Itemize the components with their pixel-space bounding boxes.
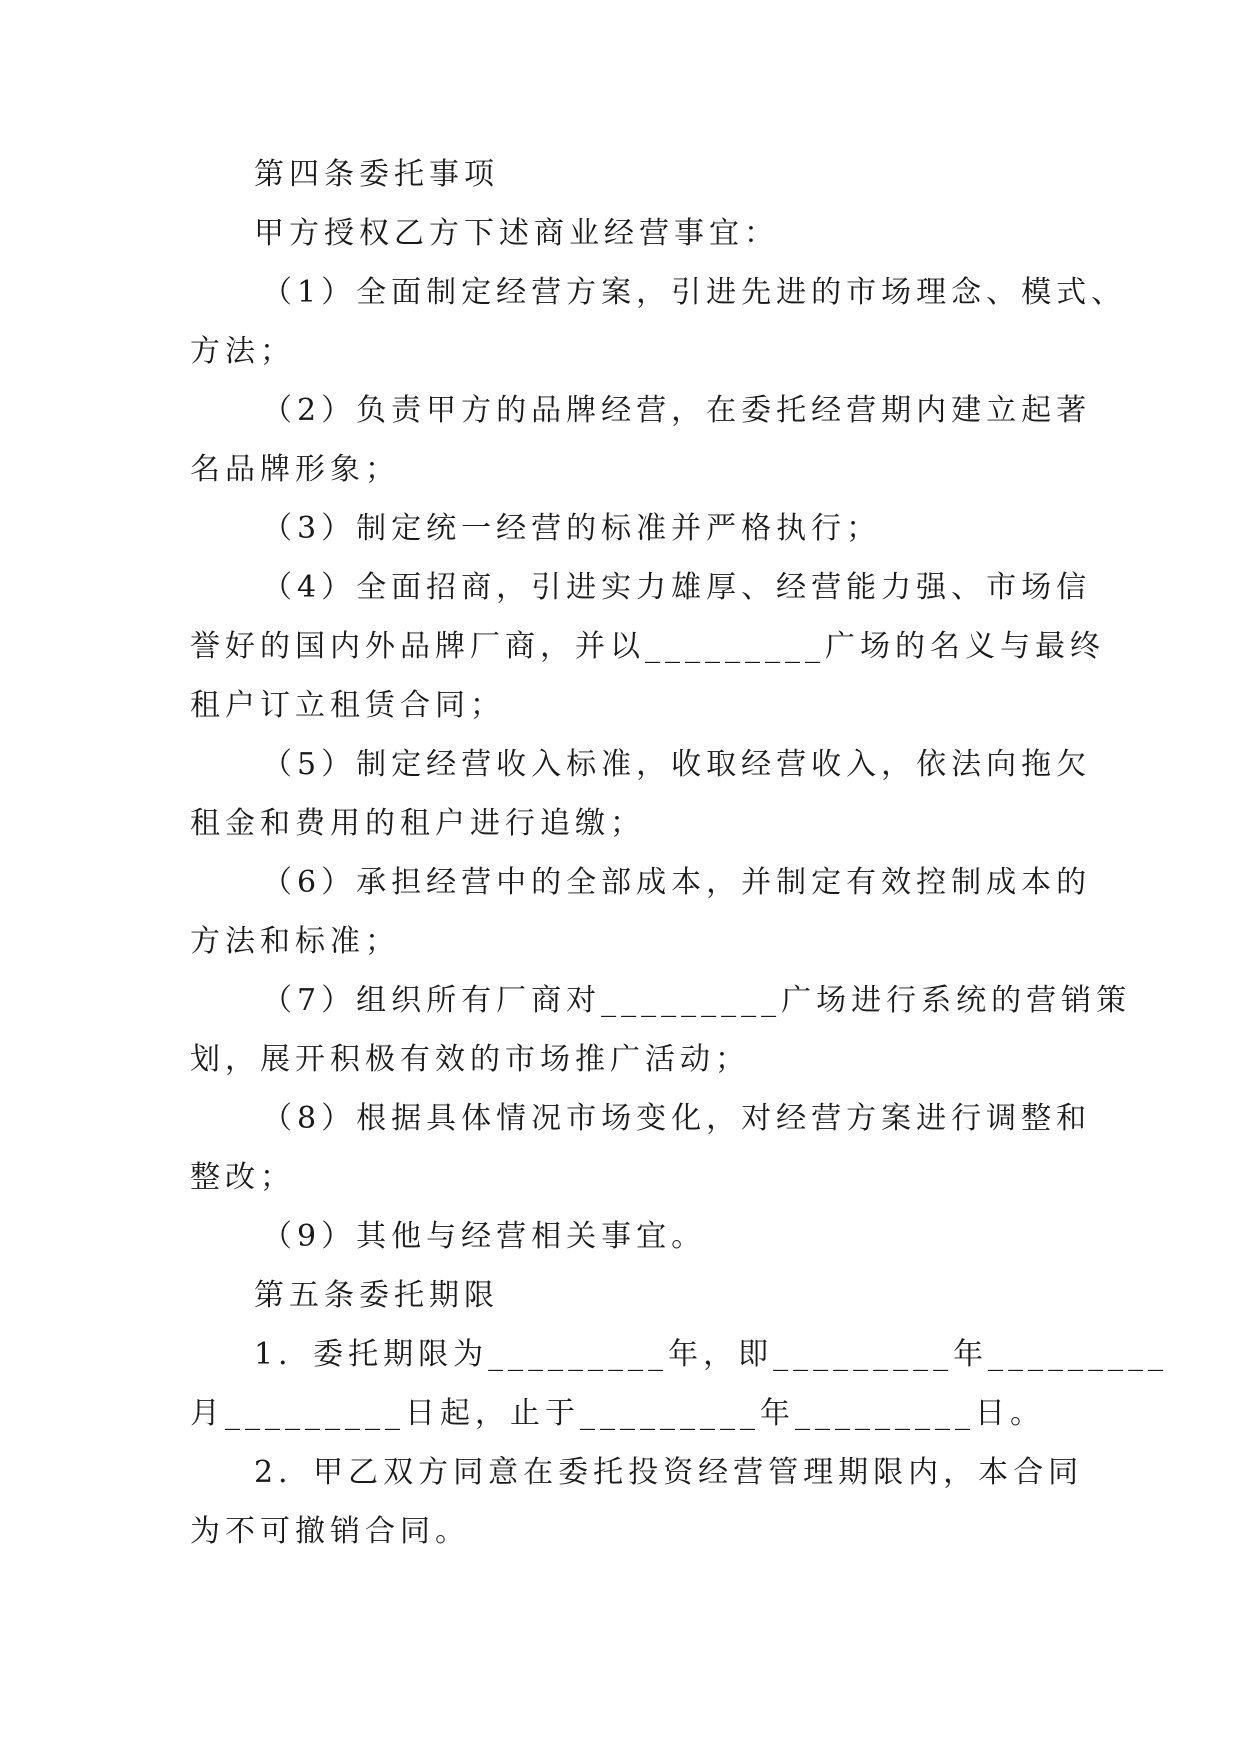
item-1-line-2: 方法； xyxy=(190,334,295,369)
term-clause-1-line-1: 1．委托期限为_________年，即_________年_________ xyxy=(254,1337,1169,1372)
term-clause-2-line-1: 2．甲乙双方同意在委托投资经营管理期限内，本合同 xyxy=(254,1455,1084,1490)
item-3-line-1: （3）制定统一经营的标准并严格执行； xyxy=(262,511,882,546)
article-5-heading: 第五条委托期限 xyxy=(254,1278,499,1313)
term-clause-2-line-2: 为不可撤销合同。 xyxy=(190,1514,470,1549)
paragraph-intro: 甲方授权乙方下述商业经营事宜： xyxy=(254,216,779,251)
item-6-line-2: 方法和标准； xyxy=(190,924,400,959)
article-4-heading: 第四条委托事项 xyxy=(254,157,499,192)
item-5-line-2: 租金和费用的租户进行追缴； xyxy=(190,806,645,841)
item-1-line-1: （1）全面制定经营方案，引进先进的市场理念、模式、 xyxy=(262,275,1127,310)
item-5-line-1: （5）制定经营收入标准，收取经营收入，依法向拖欠 xyxy=(262,747,1092,782)
item-4-line-1: （4）全面招商，引进实力雄厚、经营能力强、市场信 xyxy=(262,570,1092,605)
item-7-line-1: （7）组织所有厂商对_________广场进行系统的营销策 xyxy=(262,983,1132,1018)
document-page xyxy=(190,145,1169,1561)
item-2-line-1: （2）负责甲方的品牌经营，在委托经营期内建立起著 xyxy=(262,393,1092,428)
item-7-line-2: 划，展开积极有效的市场推广活动； xyxy=(190,1042,750,1077)
item-8-line-1: （8）根据具体情况市场变化，对经营方案进行调整和 xyxy=(262,1101,1092,1136)
term-clause-1-line-2: 月_________日起，止于_________年_________日。 xyxy=(190,1396,1045,1431)
item-6-line-1: （6）承担经营中的全部成本，并制定有效控制成本的 xyxy=(262,865,1092,900)
item-2-line-2: 名品牌形象； xyxy=(190,452,400,487)
item-8-line-2: 整改； xyxy=(190,1160,295,1195)
item-9-line-1: （9）其他与经营相关事宜。 xyxy=(262,1219,707,1254)
item-4-line-3: 租户订立租赁合同； xyxy=(190,688,505,723)
item-4-line-2: 誉好的国内外品牌厂商，并以_________广场的名义与最终 xyxy=(190,629,1105,664)
